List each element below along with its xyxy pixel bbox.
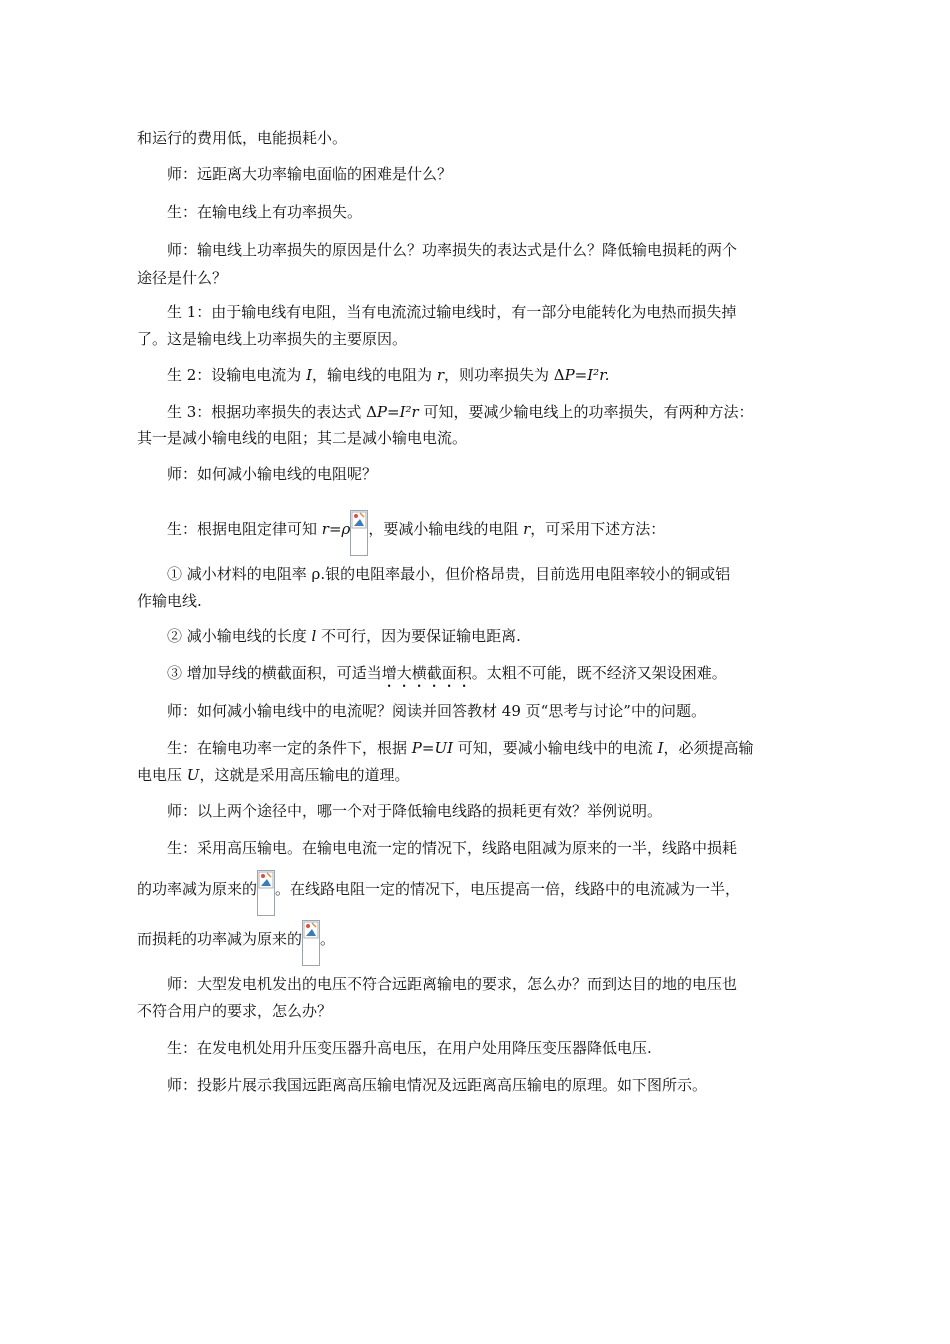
variable-I: I [306, 366, 313, 384]
text-fragment: ，可采用下述方法： [530, 520, 666, 538]
text-fragment: 的功率减为原来的 [137, 880, 258, 898]
student-transformer-answer: 生：在发电机处用升压变压器升高电压，在用户处用降压变压器降低电压. [167, 1039, 652, 1057]
variable-r: r [436, 366, 444, 384]
teacher-question-2-line2: 途径是什么？ [137, 269, 228, 287]
text-fragment: 而损耗的功率减为原来的 [137, 930, 303, 948]
broken-image-icon [350, 510, 368, 556]
teacher-slide-intro: 师：投影片展示我国远距离高压输电情况及远距离高压输电的原理。如下图所示。 [167, 1076, 708, 1094]
student-high-voltage-line1: 生：采用高压输电。在输电电流一定的情况下，线路电阻减为原来的一半，线路中损耗 [167, 839, 738, 857]
teacher-question-4: 师：如何减小输电线中的电流呢？阅读并回答教材 49 页“思考与讨论”中的问题。 [167, 702, 706, 720]
teacher-question-6-line1: 师：大型发电机发出的电压不符合远距离输电的要求，怎么办？而到达目的地的电压也 [167, 975, 738, 993]
text-fragment: ，则功率损失为 Δ [443, 366, 565, 384]
paragraph-line: 和运行的费用低，电能损耗小。 [137, 129, 348, 147]
student-voltage-line2 [137, 761, 817, 789]
broken-image-icon [302, 920, 320, 966]
student-high-voltage-line3 [137, 920, 817, 966]
formula-power-loss: P=I²r. [564, 366, 610, 384]
text-fragment: ，必须提高输 [663, 739, 754, 757]
method-1-line2: 作输电线. [137, 592, 202, 610]
method-3 [137, 659, 817, 691]
formula-resistance-law: r=ρ [321, 520, 351, 538]
student-high-voltage-line2 [137, 870, 817, 916]
text-fragment: ③ 增加导线的横截面积，可适当 [167, 664, 382, 682]
formula-power-loss: P=I²r [376, 403, 419, 421]
text-fragment: ，输电线的电阻为 [312, 366, 437, 384]
text-fragment: 电电压 [137, 766, 187, 784]
teacher-question-1: 师：远距离大功率输电面临的困难是什么？ [167, 165, 453, 183]
student-3-answer-line2: 其一是减小输电线的电阻；其二是减小输电电流。 [137, 429, 468, 447]
variable-l: l [311, 627, 317, 645]
student-2-answer [137, 361, 817, 389]
text-fragment: 。在线路电阻一定的情况下，电压提高一倍，线路中的电流减为一半， [275, 880, 741, 898]
text-fragment: 生：在输电功率一定的条件下，根据 [167, 739, 412, 757]
student-answer-1: 生：在输电线上有功率损失。 [167, 203, 363, 221]
variable-I: I [657, 739, 664, 757]
student-voltage-line1 [137, 734, 817, 762]
student-3-answer-line1 [137, 398, 817, 426]
emphasized-text: 增大横截面积 [381, 664, 472, 682]
text-fragment: ，要减小输电线的电阻 [368, 520, 524, 538]
teacher-question-5: 师：以上两个途径中，哪一个对于降低输电线路的损耗更有效？举例说明。 [167, 802, 663, 820]
text-fragment: 生：根据电阻定律可知 [167, 520, 322, 538]
variable-r: r [523, 520, 531, 538]
teacher-question-3: 师：如何减小输电线的电阻呢？ [167, 465, 378, 483]
text-fragment: 。太粗不可能，既不经济又架设困难。 [471, 664, 727, 682]
text-fragment: 可知，要减小输电线中的电流 [453, 739, 658, 757]
formula-power: P=UI [411, 739, 454, 757]
student-1-answer-line1: 生 1：由于输电线有电阻，当有电流流过输电线时，有一部分电能转化为电热而损失掉 [167, 303, 737, 321]
variable-U: U [186, 766, 200, 784]
text-fragment: ，这就是采用高压输电的道理。 [199, 766, 410, 784]
text-fragment: 。 [320, 930, 336, 948]
text-fragment: ② 减小输电线的长度 [167, 627, 312, 645]
teacher-question-2-line1: 师：输电线上功率损失的原因是什么？功率损失的表达式是什么？降低输电损耗的两个 [167, 241, 738, 259]
student-resistance-law [137, 510, 817, 556]
broken-image-icon [257, 870, 275, 916]
student-1-answer-line2: 了。这是输电线上功率损失的主要原因。 [137, 330, 408, 348]
text-fragment: 不可行，因为要保证输电距离. [316, 627, 521, 645]
teacher-question-6-line2: 不符合用户的要求，怎么办？ [137, 1002, 333, 1020]
method-1-line1: ① 减小材料的电阻率 ρ.银的电阻率最小，但价格昂贵，目前选用电阻率较小的铜或铝 [167, 565, 731, 583]
method-2 [137, 622, 817, 650]
text-fragment: 生 3：根据功率损失的表达式 Δ [167, 403, 377, 421]
text-fragment: 生 2：设输电电流为 [167, 366, 307, 384]
text-fragment: 可知，要减少输电线上的功率损失，有两种方法： [418, 403, 754, 421]
